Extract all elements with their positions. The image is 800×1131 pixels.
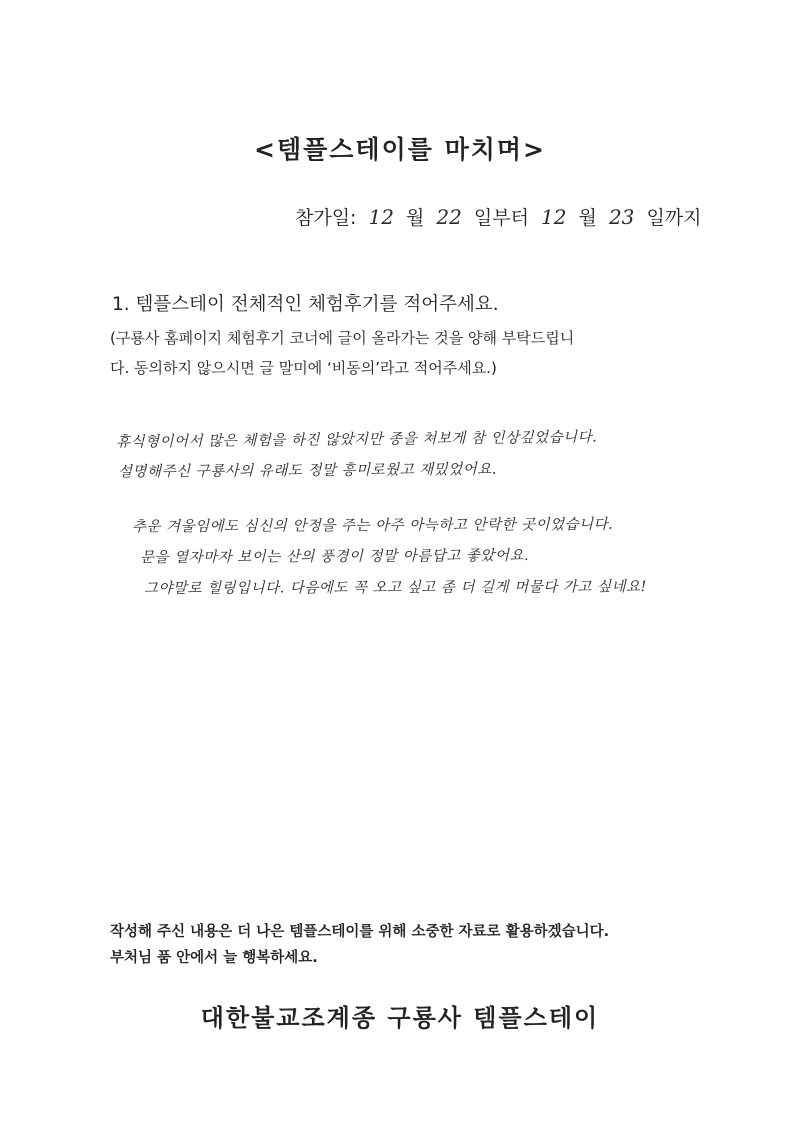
start-month: 12 [368,205,394,229]
closing-blessing: 부처님 품 안에서 늘 행복하세요. [110,950,318,966]
handwritten-answer-line: 휴식형이어서 많은 체험을 하진 않았지만 종을 쳐보게 참 인상깊었습니다. [115,429,598,451]
question-heading: 1. 템플스테이 전체적인 체험후기를 적어주세요. [112,294,499,315]
handwritten-answer-line: 문을 열자마자 보이는 산의 풍경이 정말 아름답고 좋았어요. [139,547,530,567]
closing-message: 작성해 주신 내용은 더 나은 템플스테이를 위해 소중한 자료로 활용하겠습니다. [110,924,610,940]
from-unit: 일부터 [473,207,529,229]
consent-note-line-1: (구룡사 홈페이지 체험후기 코너에 글이 올라가는 것을 양해 부탁드립니 [110,329,575,347]
start-month-unit: 월 [406,207,425,229]
consent-note-line-2: 다. 동의하지 않으시면 글 말미에 ‘비동의’라고 적어주세요.) [110,359,497,377]
organization-name: 대한불교조계종 구룡사 템플스테이 [200,1004,600,1032]
to-unit: 일까지 [646,207,702,229]
handwritten-answer-line: 그야말로 힐링입니다. 다음에도 꼭 오고 싶고 좀 더 길게 머물다 가고 싶네요! [143,579,647,597]
start-day: 22 [436,205,462,229]
end-month-unit: 월 [578,207,597,229]
end-day: 23 [608,205,635,229]
participation-dates [295,203,702,230]
form-title: <템플스테이를 마치며> [254,135,546,164]
end-month: 12 [541,205,567,229]
handwritten-answer-line: 설명해주신 구룡사의 유래도 정말 흥미로웠고 재밌었어요. [117,461,497,481]
handwritten-answer-line: 추운 겨울임에도 심신의 안정을 주는 아주 아늑하고 안락한 곳이었습니다. [131,516,614,536]
participation-label: 참가일: [295,207,357,229]
